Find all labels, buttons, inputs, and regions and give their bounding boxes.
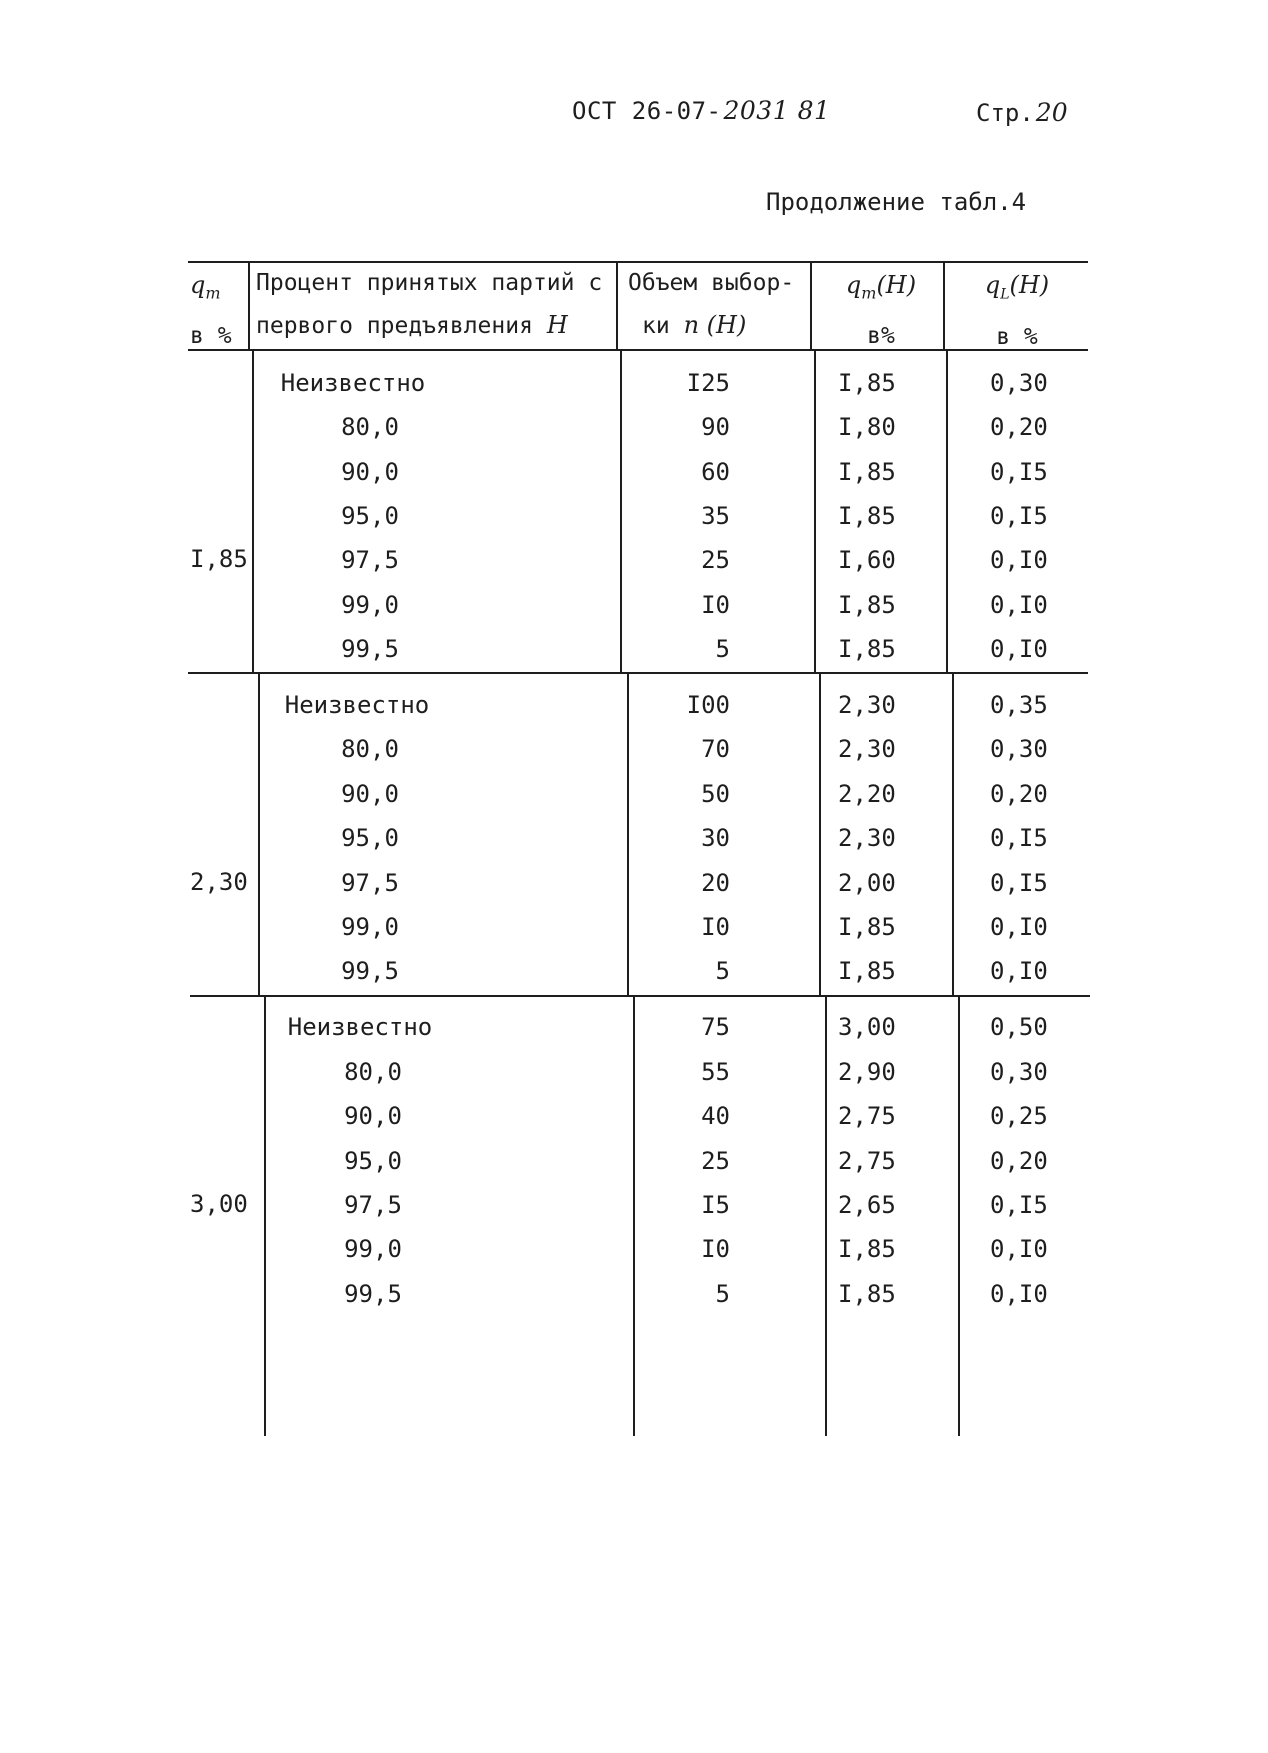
cell-acceptance: 99,0 <box>341 913 399 941</box>
cell-ql-h: 0,50 <box>990 1013 1048 1041</box>
column-rule <box>946 351 948 673</box>
column-rule <box>810 261 812 351</box>
cell-acceptance: 95,0 <box>341 502 399 530</box>
column-rule <box>825 996 827 1436</box>
cell-acceptance: 95,0 <box>344 1147 402 1175</box>
document-code <box>572 96 830 125</box>
cell-qm-h: I,85 <box>838 591 896 619</box>
column-rule <box>248 261 250 351</box>
header-qm <box>190 264 232 357</box>
cell-ql-h: 0,I0 <box>990 546 1048 574</box>
cell-sample-size: I0 <box>701 1235 730 1263</box>
cell-ql-h: 0,30 <box>990 1058 1048 1086</box>
header-qlh-unit: в % <box>996 323 1038 350</box>
cell-qm-h: I,85 <box>838 1280 896 1308</box>
cell-sample-size: 50 <box>701 780 730 808</box>
column-rule <box>943 261 945 351</box>
cell-ql-h: 0,I5 <box>990 502 1048 530</box>
cell-ql-h: 0,I0 <box>990 591 1048 619</box>
header-sample-var: n (Н) <box>683 311 747 339</box>
header-acceptance-percent <box>256 262 602 347</box>
cell-sample-size: 25 <box>701 1147 730 1175</box>
header-sample-size <box>628 262 794 347</box>
cell-ql-h: 0,I0 <box>990 913 1048 941</box>
cell-qm-h: 2,20 <box>838 780 896 808</box>
cell-qm-h: I,85 <box>838 1235 896 1263</box>
cell-acceptance: 80,0 <box>341 735 399 763</box>
cell-ql-h: 0,20 <box>990 413 1048 441</box>
header-qmh-var: (Н) <box>876 271 917 299</box>
cell-ql-h: 0,I0 <box>990 957 1048 985</box>
cell-ql-h: 0,I5 <box>990 1191 1048 1219</box>
cell-qm-h: 2,90 <box>838 1058 896 1086</box>
header-qm-subscript: m <box>205 283 221 303</box>
cell-sample-size: 70 <box>701 735 730 763</box>
cell-ql-h: 0,20 <box>990 780 1048 808</box>
cell-sample-size: 5 <box>715 1280 730 1308</box>
cell-qm-h: 2,30 <box>838 735 896 763</box>
cell-qm-h: I,60 <box>838 546 896 574</box>
cell-acceptance: 99,0 <box>341 591 399 619</box>
page-number: 20 <box>1035 98 1068 127</box>
cell-acceptance: 97,5 <box>344 1191 402 1219</box>
column-rule <box>958 996 960 1436</box>
cell-ql-h: 0,I0 <box>990 1235 1048 1263</box>
cell-sample-size: I25 <box>686 369 730 397</box>
cell-qm-h: I,80 <box>838 413 896 441</box>
cell-acceptance: 99,5 <box>344 1280 402 1308</box>
cell-sample-size: 5 <box>715 635 730 663</box>
cell-ql-h: 0,I0 <box>990 635 1048 663</box>
cell-qm-h: 2,75 <box>838 1102 896 1130</box>
group-divider-rule <box>190 995 1090 997</box>
cell-acceptance: 80,0 <box>341 413 399 441</box>
page-number-label <box>976 98 1068 127</box>
cell-qm-h: I,85 <box>838 913 896 941</box>
cell-acceptance: Неизвестно <box>287 1013 433 1041</box>
cell-sample-size: 30 <box>701 824 730 852</box>
cell-sample-size: I0 <box>701 913 730 941</box>
cell-sample-size: I5 <box>701 1191 730 1219</box>
cell-acceptance: Неизвестно <box>284 691 430 719</box>
cell-sample-size: 25 <box>701 546 730 574</box>
cell-ql-h: 0,I0 <box>990 1280 1048 1308</box>
cell-qm-h: 3,00 <box>838 1013 896 1041</box>
header-qm-h <box>836 264 926 357</box>
header-qlh-var: (Н) <box>1009 271 1050 299</box>
cell-acceptance: Неизвестно <box>280 369 426 397</box>
cell-acceptance: 99,5 <box>341 635 399 663</box>
cell-sample-size: 55 <box>701 1058 730 1086</box>
cell-qm-h: I,85 <box>838 502 896 530</box>
cell-ql-h: 0,I5 <box>990 869 1048 897</box>
document-code-handwritten: 2031 81 <box>723 96 831 125</box>
column-rule <box>814 351 816 673</box>
cell-acceptance: 99,5 <box>341 957 399 985</box>
header-bottom-rule <box>188 349 1088 351</box>
cell-sample-size: 75 <box>701 1013 730 1041</box>
header-qmh-subscript: m <box>861 283 877 303</box>
cell-acceptance: 90,0 <box>341 458 399 486</box>
cell-qm-h: I,85 <box>838 458 896 486</box>
cell-sample-size: 35 <box>701 502 730 530</box>
column-rule <box>819 673 821 996</box>
column-rule <box>627 673 629 996</box>
cell-ql-h: 0,I5 <box>990 458 1048 486</box>
cell-sample-size: 60 <box>701 458 730 486</box>
cell-qm-h: 2,30 <box>838 824 896 852</box>
group-qm-value: 2,30 <box>190 868 248 896</box>
cell-sample-size: I00 <box>686 691 730 719</box>
cell-sample-size: 5 <box>715 957 730 985</box>
header-qlh-symbol: q <box>984 271 1001 299</box>
cell-qm-h: I,85 <box>838 369 896 397</box>
cell-qm-h: 2,75 <box>838 1147 896 1175</box>
header-ql-h <box>972 264 1062 358</box>
cell-ql-h: 0,30 <box>990 735 1048 763</box>
cell-ql-h: 0,35 <box>990 691 1048 719</box>
cell-qm-h: 2,30 <box>838 691 896 719</box>
cell-ql-h: 0,20 <box>990 1147 1048 1175</box>
header-acceptance-var: Н <box>546 311 568 339</box>
cell-ql-h: 0,I5 <box>990 824 1048 852</box>
cell-sample-size: 40 <box>701 1102 730 1130</box>
cell-sample-size: 90 <box>701 413 730 441</box>
cell-acceptance: 90,0 <box>341 780 399 808</box>
header-qmh-unit: в% <box>867 322 895 349</box>
page-prefix: Стр. <box>976 99 1034 127</box>
cell-acceptance: 97,5 <box>341 869 399 897</box>
column-rule <box>633 996 635 1436</box>
cell-qm-h: 2,00 <box>838 869 896 897</box>
group-qm-value: 3,00 <box>190 1190 248 1218</box>
table-continuation-caption: Продолжение табл.4 <box>766 188 1027 216</box>
header-sample-line1: Объем выбор- <box>628 270 795 296</box>
group-qm-value: I,85 <box>190 545 248 573</box>
header-qm-symbol: q <box>190 271 206 299</box>
cell-acceptance: 97,5 <box>341 546 399 574</box>
cell-sample-size: I0 <box>701 591 730 619</box>
column-rule <box>252 351 254 673</box>
column-rule <box>620 351 622 673</box>
header-acceptance-line1: Процент принятых партий с <box>256 270 603 296</box>
cell-qm-h: 2,65 <box>838 1191 896 1219</box>
header-sample-line2: ки <box>642 313 670 339</box>
cell-acceptance: 99,0 <box>344 1235 402 1263</box>
cell-ql-h: 0,25 <box>990 1102 1048 1130</box>
header-acceptance-line2: первого предъявления <box>256 313 533 339</box>
header-qlh-subscript: L <box>1000 286 1010 303</box>
cell-acceptance: 80,0 <box>344 1058 402 1086</box>
header-qm-unit: в % <box>190 322 232 349</box>
cell-acceptance: 90,0 <box>344 1102 402 1130</box>
cell-qm-h: I,85 <box>838 957 896 985</box>
cell-qm-h: I,85 <box>838 635 896 663</box>
cell-sample-size: 20 <box>701 869 730 897</box>
column-rule <box>616 261 618 351</box>
cell-acceptance: 95,0 <box>341 824 399 852</box>
header-qmh-symbol: q <box>845 271 862 299</box>
cell-ql-h: 0,30 <box>990 369 1048 397</box>
column-rule <box>952 673 954 996</box>
document-code-typed: ОСТ 26-07- <box>572 97 722 125</box>
